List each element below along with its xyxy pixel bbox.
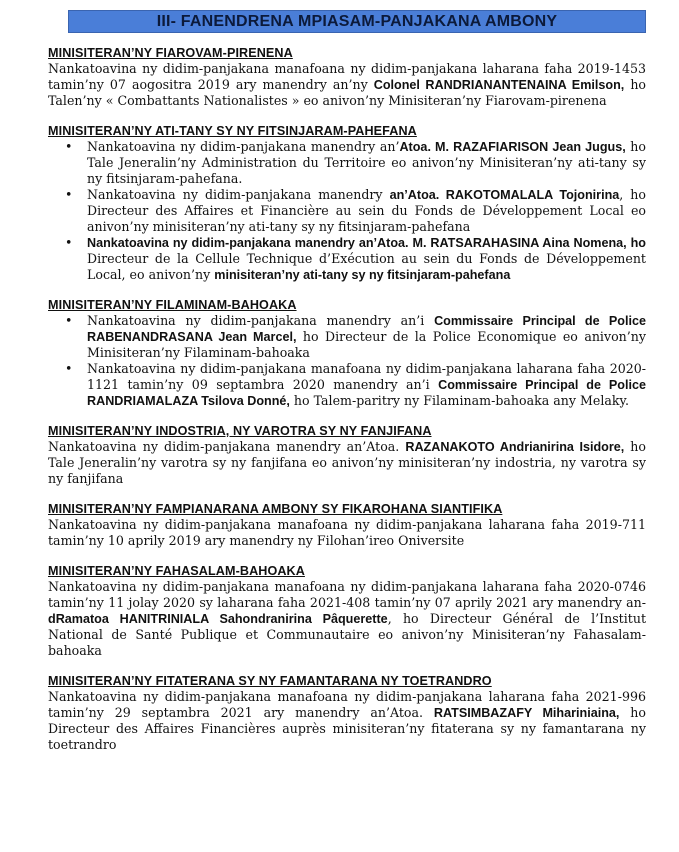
text-run: Nankatoavina ny didim-panjakana manendry an’ bbox=[87, 139, 400, 154]
ministry-title: MINISITERAN’NY FAHASALAM-BAHOAKA bbox=[48, 564, 305, 578]
decree-paragraph bbox=[48, 579, 646, 659]
text-run: ho Tale Jeneralin’ny Administration du Territoire eo anivon’ny Minisiteran’ny ati-tany sy ny fitsinjaram-pahefana. bbox=[87, 139, 646, 186]
ministry-section bbox=[48, 45, 646, 109]
decree-paragraph bbox=[48, 61, 646, 109]
ministry-title: MINISITERAN’NY FITATERANA SY NY FAMANTARANA NY TOETRANDRO bbox=[48, 674, 492, 688]
text-run: Nankatoavina ny didim-panjakana manafoana ny didim-panjakana laharana faha 2020-1121 tamin’ny 09 septambra 2020 manendry an’i bbox=[87, 361, 646, 392]
ministry-title: MINISITERAN’NY FAMPIANARANA AMBONY SY FIKAROHANA SIANTIFIKA bbox=[48, 502, 503, 516]
text-run: Nankatoavina ny didim-panjakana manendry an’i bbox=[87, 313, 435, 328]
bold-text-run: RAZANAKOTO Andrianirina Isidore, bbox=[405, 440, 625, 454]
ministry-title: MINISITERAN’NY ATI-TANY SY NY FITSINJARAM-PAHEFANA bbox=[48, 124, 417, 138]
decree-list-item bbox=[87, 361, 646, 409]
ministry-section bbox=[48, 673, 646, 753]
text-run: Directeur de la Cellule Technique d’Exécution au sein du Fonds de Développement Local, eo anivon’ny bbox=[87, 251, 646, 282]
ministry-title: MINISITERAN’NY INDOSTRIA, NY VAROTRA SY NY FANJIFANA bbox=[48, 424, 432, 438]
bold-text-run: an’Atoa. RAKOTOMALALA Tojonirina bbox=[389, 188, 620, 202]
text-run: ho Directeur de la Police Economique eo anivon’ny Minisiteran’ny Filaminam-bahoaka bbox=[87, 329, 647, 360]
bold-text-run: minisiteran’ny ati-tany sy ny fitsinjaram-pahefana bbox=[214, 268, 511, 282]
text-run: ho Directeur des Affaires Financières auprès minisiteran’ny fitaterana sy ny famantarana ny toetrandro bbox=[48, 705, 647, 752]
sections-container bbox=[48, 45, 646, 753]
ministry-section bbox=[48, 123, 646, 283]
decree-list-item bbox=[87, 235, 646, 283]
text-run: Nankatoavina ny didim-panjakana manafoana ny didim-panjakana laharana faha 2019-1453 tamin’ny 07 aogositra 2019 ary manendry an’ny bbox=[48, 61, 646, 92]
text-run: Nankatoavina ny didim-panjakana manendry an’Atoa. bbox=[48, 439, 406, 454]
text-run: , ho Directeur des Affaires et Financière au sein du Fonds de Développement Local eo anivon’ny minisiteran’ny ati-tany sy ny fitsinjaram-pahefana bbox=[87, 187, 646, 234]
ministry-section bbox=[48, 501, 646, 549]
text-run: ho Talem-paritry ny Filaminam-bahoaka any Melaky. bbox=[289, 393, 629, 408]
decree-list bbox=[48, 139, 646, 283]
bold-text-run: dRamatoa HANITRINIALA Sahondranirina Pâquerette bbox=[48, 612, 388, 626]
text-run: Nankatoavina ny didim-panjakana manafoana ny didim-panjakana laharana faha 2020-0746 tamin’ny 11 jolay 2020 sy laharana faha 2021-408 tamin’ny 07 aprily 2021 ary manendry an- bbox=[48, 579, 646, 610]
text-run: ho Tale Jeneralin’ny varotra sy ny fanjifana eo anivon’ny minisiteran’ny indostria, ny varotra sy ny fanjifana bbox=[48, 439, 646, 486]
decree-list bbox=[48, 313, 646, 409]
ministry-section bbox=[48, 297, 646, 409]
decree-paragraph bbox=[48, 689, 646, 753]
decree-list-item bbox=[87, 313, 646, 361]
ministry-title: MINISITERAN’NY FILAMINAM-BAHOAKA bbox=[48, 298, 297, 312]
ministry-title: MINISITERAN’NY FIAROVAM-PIRENENA bbox=[48, 46, 293, 60]
bold-text-run: RATSIMBAZAFY Mihariniaina, bbox=[433, 706, 620, 720]
text-run: ho Talen’ny « Combattants Nationalistes » eo anivon’ny Minisiteran’ny Fiarovam-pirenena bbox=[48, 77, 647, 108]
bold-text-run: Colonel RANDRIANANTENAINA Emilson, bbox=[373, 78, 625, 92]
decree-paragraph bbox=[48, 517, 646, 549]
text-run: Nankatoavina ny didim-panjakana manendry bbox=[87, 187, 390, 202]
text-run: Nankatoavina ny didim-panjakana manafoana ny didim-panjakana laharana faha 2019-711 tamin’ny 10 aprily 2019 ary manendry ny Filohan’ireo Oniversite bbox=[48, 517, 646, 548]
decree-list-item bbox=[87, 139, 646, 187]
text-run: Nankatoavina ny didim-panjakana manafoana ny didim-panjakana laharana faha 2021-996 tamin’ny 29 septambra 2021 ary manendry an’Atoa. bbox=[48, 689, 646, 720]
part-heading-banner: III- FANENDRENA MPIASAM-PANJAKANA AMBONY bbox=[68, 10, 646, 33]
bold-text-run: Commissaire Principal de Police RABENANDRASANA Jean Marcel, bbox=[87, 314, 646, 344]
text-run: , ho Directeur Général de l’Institut National de Santé Publique et Communautaire eo anivon’ny Minisiteran’ny Fahasalam-bahoaka bbox=[48, 611, 647, 658]
bold-text-run: Nankatoavina ny didim-panjakana manendry an’Atoa. M. RATSARAHASINA Aina Nomena, ho bbox=[87, 236, 646, 250]
decree-paragraph bbox=[48, 439, 646, 487]
ministry-section bbox=[48, 563, 646, 659]
ministry-section bbox=[48, 423, 646, 487]
bold-text-run: Commissaire Principal de Police RANDRIAMALAZA Tsilova Donné, bbox=[87, 378, 646, 408]
bold-text-run: Atoa. M. RAZAFIARISON Jean Jugus, bbox=[399, 140, 626, 154]
decree-list-item bbox=[87, 187, 646, 235]
